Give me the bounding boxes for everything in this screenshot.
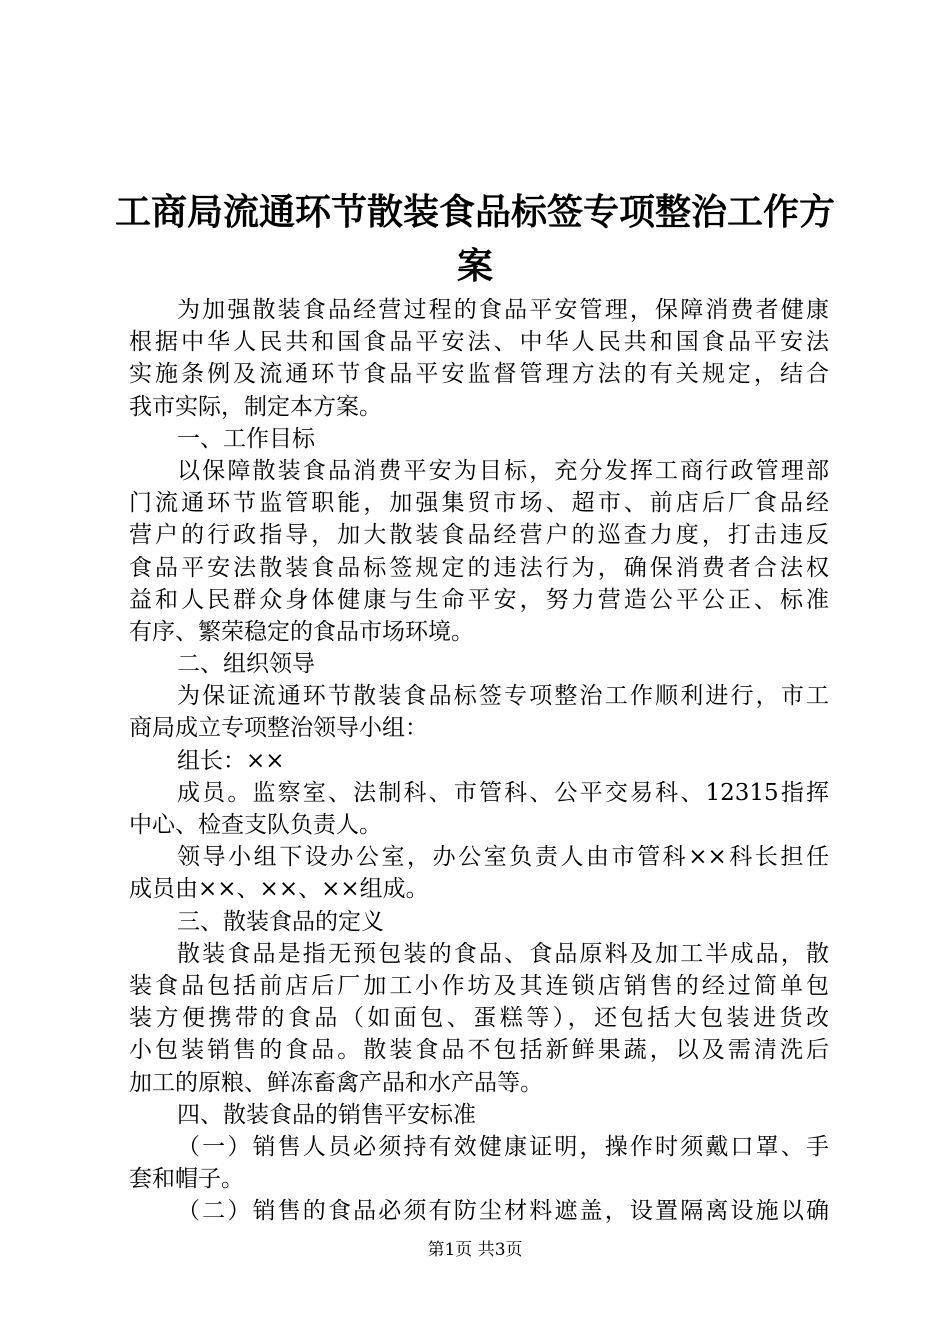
page-footer: 第1页 共3页 — [427, 1240, 523, 1260]
paragraph-line: 领导小组下设办公室，办公室负责人由市管科××科长担任 — [177, 844, 829, 871]
paragraph-line: 散装食品是指无预包装的食品、食品原料及加工半成品，散 — [177, 940, 829, 967]
paragraph-line: 套和帽子。 — [129, 1166, 244, 1193]
paragraph-line: （二）销售的食品必须有防尘材料遮盖，设置隔离设施以确 — [177, 1198, 829, 1225]
paragraph-line: 小包装销售的食品。散装食品不包括新鲜果蔬，以及需清洗后 — [129, 1037, 829, 1064]
document-title-line1: 工商局流通环节散装食品标签专项整治工作方 — [114, 191, 835, 233]
section-heading: 四、散装食品的销售平安标准 — [177, 1101, 476, 1128]
section-heading: 二、组织领导 — [177, 651, 315, 678]
paragraph-line: 营户的行政指导，加大散装食品经营户的巡查力度，打击违反 — [129, 522, 829, 549]
paragraph-line: 益和人民群众身体健康与生命平安，努力营造公平公正、标准 — [129, 586, 829, 613]
paragraph-line: 成员。监察室、法制科、市管科、公平交易科、12315指挥 — [177, 779, 829, 806]
paragraph-line: 装方便携带的食品（如面包、蛋糕等），还包括大包装进货改 — [129, 1005, 829, 1032]
paragraph-line: 根据中华人民共和国食品平安法、中华人民共和国食品平安法 — [129, 329, 829, 356]
paragraph-line: 我市实际，制定本方案。 — [129, 393, 382, 420]
paragraph-line: 门流通环节监管职能，加强集贸市场、超市、前店后厂食品经 — [129, 490, 829, 517]
paragraph-line: 组长：×× — [177, 747, 285, 774]
paragraph-line: 商局成立专项整治领导小组： — [129, 715, 428, 742]
document-body — [129, 294, 829, 1227]
paragraph-line: 以保障散装食品消费平安为目标，充分发挥工商行政管理部 — [177, 457, 829, 484]
paragraph-line: 为保证流通环节散装食品标签专项整治工作顺利进行，市工 — [177, 683, 829, 710]
paragraph-line: 成员由××、××、××组成。 — [129, 876, 429, 903]
section-heading: 一、工作目标 — [177, 425, 315, 452]
paragraph-line: 有序、繁荣稳定的食品市场环境。 — [129, 618, 474, 645]
paragraph-line: 实施条例及流通环节食品平安监督管理方法的有关规定，结合 — [129, 361, 829, 388]
section-heading: 三、散装食品的定义 — [177, 908, 384, 935]
paragraph-line: 装食品包括前店后厂加工小作坊及其连锁店销售的经过简单包 — [129, 972, 829, 999]
paragraph-line: 食品平安法散装食品标签规定的违法行为，确保消费者合法权 — [129, 554, 829, 581]
paragraph-line: 中心、检查支队负责人。 — [129, 812, 382, 838]
document-title-line2: 案 — [456, 245, 493, 287]
paragraph-line: 加工的原粮、鲜冻畜禽产品和水产品等。 — [129, 1069, 543, 1096]
paragraph-line: （一）销售人员必须持有效健康证明，操作时须戴口罩、手 — [177, 1133, 829, 1160]
paragraph-line: 为加强散装食品经营过程的食品平安管理，保障消费者健康 — [177, 297, 829, 323]
